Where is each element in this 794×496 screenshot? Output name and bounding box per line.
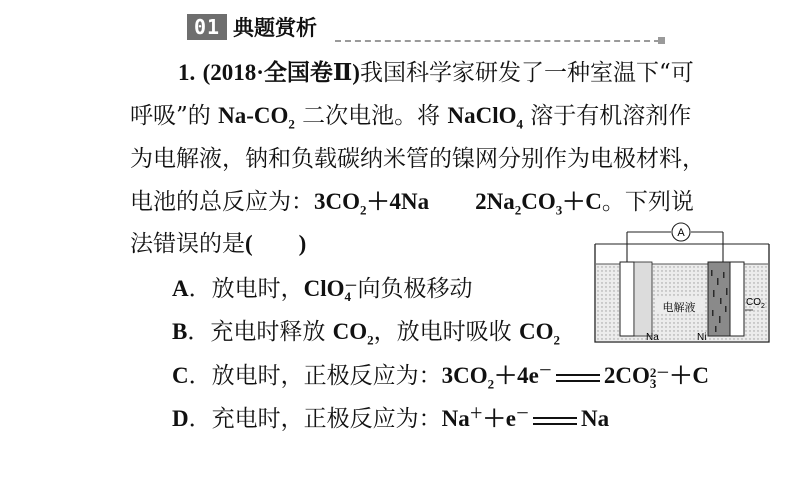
formula-text: 2Na xyxy=(475,189,515,214)
equals-sign xyxy=(529,411,581,431)
question-text: 我国科学家研发了一种室温下“可 xyxy=(359,60,694,86)
question-source: (2018·全国卷Ⅱ) xyxy=(202,60,360,85)
question-line-1 xyxy=(178,58,694,88)
text-fragment: 放电时， xyxy=(211,276,304,302)
option-letter: C xyxy=(172,363,189,388)
option-separator: ． xyxy=(188,363,212,389)
superscript: ＋ xyxy=(469,405,483,421)
formula-clo4 xyxy=(303,276,358,304)
ni-label: Ni xyxy=(697,332,707,343)
formula-text: Na xyxy=(581,406,610,431)
option-d[interactable] xyxy=(172,404,609,434)
text-fragment: 呼吸”的 xyxy=(130,103,219,129)
formula-na-co2 xyxy=(218,103,295,132)
question-number: 1. xyxy=(178,60,196,85)
formula-naclo4 xyxy=(447,103,523,132)
subscript: 2 xyxy=(514,202,522,218)
formula-text: ＋4Na xyxy=(366,189,430,214)
formula-text: ＋C xyxy=(562,189,602,214)
text-fragment: 法错误的是 xyxy=(130,231,245,257)
text-fragment: 放电时，正极反应为： xyxy=(211,363,442,389)
formula-text: 3CO xyxy=(441,363,488,388)
answer-blank: ( ) xyxy=(245,231,307,256)
ammeter-label: A xyxy=(677,227,685,239)
formula-text: 2CO xyxy=(603,363,650,388)
subscript: 4 xyxy=(344,288,352,304)
option-a[interactable] xyxy=(172,274,473,304)
formula-co2 xyxy=(518,319,560,348)
formula-text: CO xyxy=(332,319,368,344)
text-fragment: 二次电池。将 xyxy=(294,103,448,129)
option-c[interactable] xyxy=(172,361,709,391)
electrode-equation xyxy=(441,362,709,392)
subscript: 2 xyxy=(367,332,374,348)
question-line-3: 为电解液，钠和负载碳纳米管的镍网分别作为电极材料， xyxy=(130,146,705,172)
text-fragment: 充电时释放 xyxy=(210,319,333,345)
question-line-5 xyxy=(130,229,306,259)
separator xyxy=(634,262,652,336)
text-fragment: 溶于有机溶剂作 xyxy=(522,103,692,129)
formula-text: ＋4e xyxy=(494,363,539,388)
question-line-4 xyxy=(130,187,694,217)
subscript: 2 xyxy=(487,376,495,392)
co2-chamber xyxy=(730,262,744,336)
formula-text: NaClO xyxy=(447,103,517,128)
question-line-2 xyxy=(130,101,691,131)
subscript: 2 xyxy=(360,202,367,218)
option-letter: A xyxy=(172,276,189,301)
superscript: － xyxy=(515,405,529,421)
text-fragment: ，放电时吸收 xyxy=(373,319,519,345)
header-divider-end xyxy=(658,37,665,44)
superscript: 2－ xyxy=(649,364,670,380)
option-separator: ． xyxy=(187,319,211,345)
formula-text: Na-CO xyxy=(218,103,289,128)
co2-text: CO xyxy=(746,297,761,308)
header-divider xyxy=(335,40,660,42)
formula-text: Na xyxy=(441,406,470,431)
formula-text: ＋e xyxy=(482,406,516,431)
na-label: Na xyxy=(646,332,659,343)
formula-text: CO xyxy=(521,189,556,214)
section-header xyxy=(187,14,317,40)
text-fragment: 。下列说 xyxy=(601,189,694,215)
option-separator: ． xyxy=(188,276,212,302)
subscript: 2 xyxy=(553,332,560,348)
section-number-badge: 01 xyxy=(187,14,227,40)
option-separator: ． xyxy=(188,406,212,432)
formula-co2 xyxy=(332,319,374,348)
subscript: 3 xyxy=(649,375,657,391)
section-title: 典题赏析 xyxy=(233,16,317,40)
subscript: 4 xyxy=(516,116,523,132)
formula-text: 3CO xyxy=(314,189,360,214)
text-fragment: 电池的总反应为： xyxy=(130,189,314,215)
battery-diagram xyxy=(593,214,773,344)
option-b[interactable] xyxy=(172,317,560,347)
text-fragment: 向负极移动 xyxy=(357,276,473,302)
formula-text: CO xyxy=(518,319,554,344)
superscript: － xyxy=(538,362,552,378)
electrode-equation xyxy=(442,406,610,431)
subscript: 2 xyxy=(288,116,295,132)
reaction-equation xyxy=(314,189,602,218)
option-letter: B xyxy=(172,319,188,344)
formula-text: ＋C xyxy=(669,363,709,388)
equals-sign xyxy=(552,368,604,388)
electrolyte-label: 电解液 xyxy=(662,301,696,314)
subscript: 3 xyxy=(555,202,563,218)
na-electrode xyxy=(620,262,634,336)
subscript: 2 xyxy=(761,303,765,310)
text-fragment: 充电时，正极反应为： xyxy=(211,406,442,432)
superscript: － xyxy=(344,277,358,293)
option-letter: D xyxy=(172,406,189,431)
formula-text: ClO xyxy=(303,276,345,301)
